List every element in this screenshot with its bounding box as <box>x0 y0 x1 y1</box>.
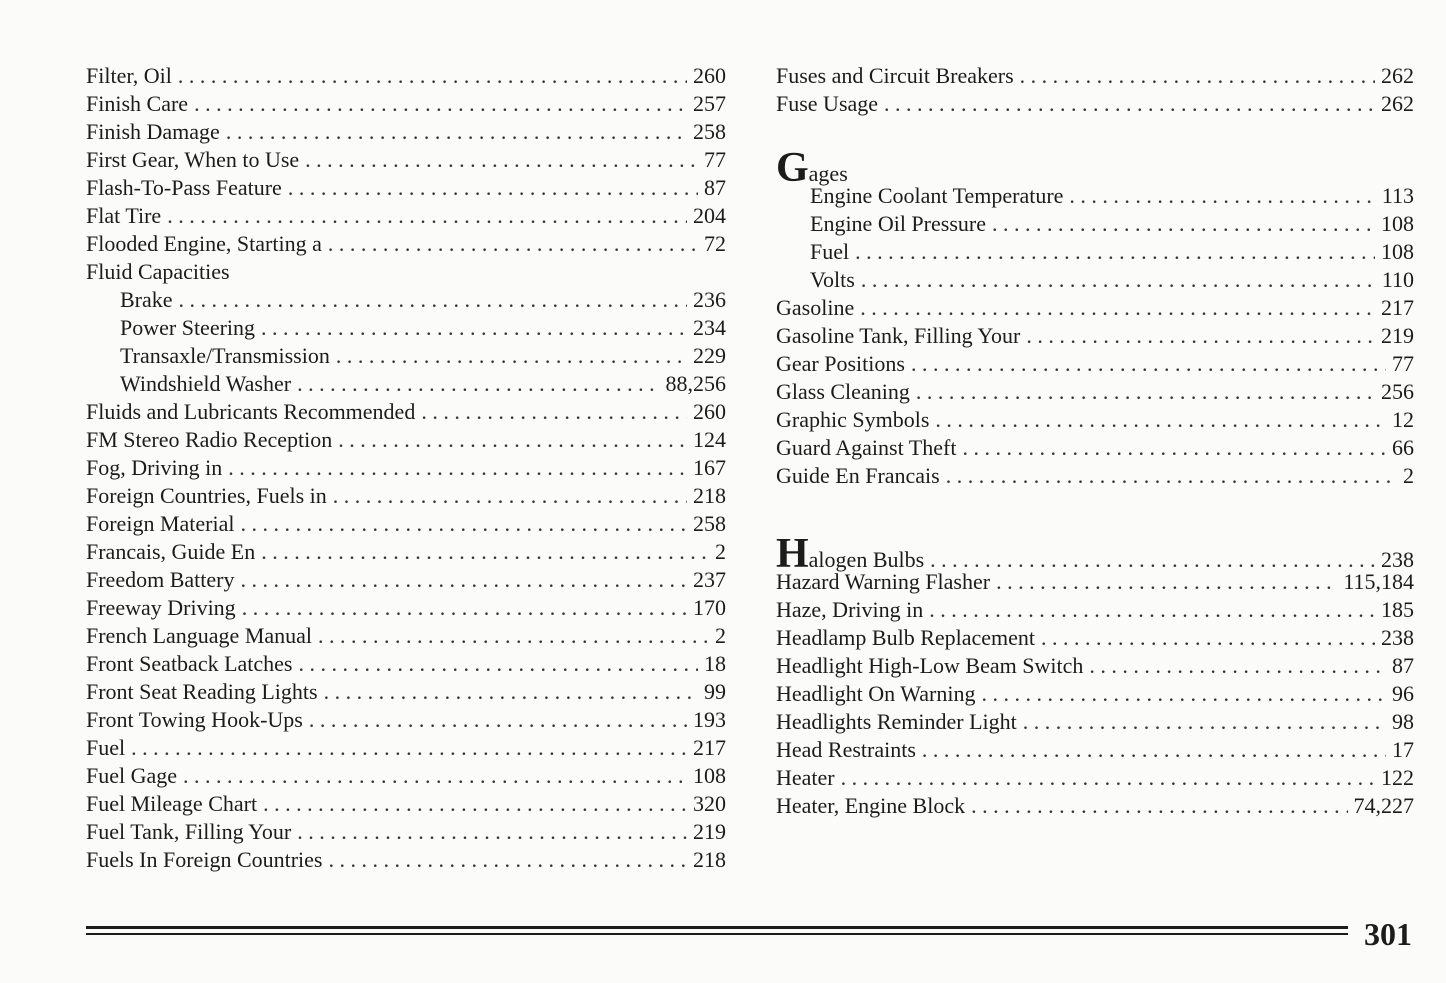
index-subentry <box>776 210 1414 238</box>
index-page-ref: 219 <box>693 819 726 844</box>
index-term: Fuels In Foreign Countries <box>86 847 323 872</box>
dot-leader <box>297 370 659 398</box>
index-term: Fuel Gage <box>86 763 178 788</box>
dot-leader <box>261 314 687 342</box>
index-page-ref: 217 <box>1381 295 1414 320</box>
index-term: Headlights Reminder Light <box>776 709 1017 734</box>
index-entry <box>86 734 726 762</box>
index-page-ref: 2 <box>715 539 726 564</box>
index-page-ref: 115,184 <box>1343 569 1414 594</box>
index-page-ref: 217 <box>693 735 726 760</box>
index-term: Windshield Washer <box>120 371 292 396</box>
dot-leader <box>992 210 1375 238</box>
dot-leader <box>178 62 687 90</box>
index-page-ref: 96 <box>1392 681 1414 706</box>
dot-leader <box>328 230 698 258</box>
dot-leader <box>929 596 1375 624</box>
index-page-ref: 219 <box>1381 323 1414 348</box>
index-subentry <box>86 286 726 314</box>
dot-leader <box>922 736 1386 764</box>
index-term: Fuel Mileage Chart <box>86 791 258 816</box>
index-right-column <box>776 62 1414 820</box>
index-term: Flash-To-Pass Feature <box>86 175 282 200</box>
index-entry <box>86 482 726 510</box>
index-term: Fuel <box>86 735 126 760</box>
dot-leader <box>421 398 687 426</box>
index-term: Guide En Francais <box>776 463 940 488</box>
dot-leader <box>288 174 698 202</box>
index-subentry <box>776 182 1414 210</box>
index-page-ref: 185 <box>1381 597 1414 622</box>
index-term: Flat Tire <box>86 203 162 228</box>
section-g <box>776 145 1414 490</box>
section-h-heading-page: 238 <box>1381 547 1414 572</box>
dot-leader <box>1089 652 1386 680</box>
index-term: Foreign Material <box>86 511 235 536</box>
index-page-ref: 256 <box>1381 379 1414 404</box>
dot-leader <box>318 622 709 650</box>
index-entry <box>86 818 726 846</box>
index-entry <box>86 258 726 286</box>
index-entry <box>776 596 1414 624</box>
index-entry <box>776 680 1414 708</box>
index-page-ref: 72 <box>704 231 726 256</box>
index-term: Fuse Usage <box>776 91 879 116</box>
index-entry <box>86 202 726 230</box>
index-term: Headlight High-Low Beam Switch <box>776 653 1084 678</box>
index-page-ref: 2 <box>1403 463 1414 488</box>
index-term: Fluid Capacities <box>86 259 230 284</box>
index-page-ref: 167 <box>693 455 726 480</box>
dot-leader <box>1020 62 1375 90</box>
index-page-ref: 204 <box>693 203 726 228</box>
index-term: Fuel <box>810 239 850 264</box>
index-entry <box>776 708 1414 736</box>
index-entry <box>776 350 1414 378</box>
index-entry <box>86 594 726 622</box>
index-page-ref: 257 <box>693 91 726 116</box>
index-page-ref: 88,256 <box>665 371 726 396</box>
index-term: Transaxle/Transmission <box>120 343 330 368</box>
dot-leader <box>996 568 1337 596</box>
index-term: Fog, Driving in <box>86 455 223 480</box>
index-term: Brake <box>120 287 173 312</box>
index-term: Haze, Driving in <box>776 597 924 622</box>
dot-leader <box>242 594 687 622</box>
index-page-ref: 122 <box>1381 765 1414 790</box>
dot-leader <box>305 146 698 174</box>
index-term: Front Towing Hook-Ups <box>86 707 303 732</box>
index-entry <box>86 622 726 650</box>
index-page-ref: 238 <box>1381 625 1414 650</box>
index-term: Foreign Countries, Fuels in <box>86 483 327 508</box>
footer-rule-thin <box>86 933 1348 935</box>
dot-leader <box>336 342 687 370</box>
index-term: Flooded Engine, Starting a <box>86 231 322 256</box>
index-page-ref: 229 <box>693 343 726 368</box>
dot-leader <box>946 462 1397 490</box>
index-page-ref: 237 <box>693 567 726 592</box>
index-entry <box>86 146 726 174</box>
dot-leader <box>194 90 687 118</box>
index-entry <box>776 736 1414 764</box>
dot-leader <box>1041 624 1375 652</box>
index-term: Gear Positions <box>776 351 905 376</box>
dot-leader <box>1069 182 1375 210</box>
index-page-ref: 218 <box>693 847 726 872</box>
index-subentry <box>86 370 726 398</box>
index-entry <box>86 454 726 482</box>
index-entry <box>86 90 726 118</box>
index-entry <box>776 294 1414 322</box>
index-entry <box>86 230 726 258</box>
index-page-ref: 87 <box>704 175 726 200</box>
index-entry <box>776 792 1414 820</box>
index-page-ref: 108 <box>1381 239 1414 264</box>
dot-leader <box>183 762 687 790</box>
index-subentry <box>86 314 726 342</box>
index-term: Glass Cleaning <box>776 379 910 404</box>
section-h-initial: H <box>776 531 809 577</box>
index-term: Volts <box>810 267 855 292</box>
section-g-initial: G <box>776 145 809 191</box>
dot-leader <box>971 792 1347 820</box>
dot-leader <box>261 538 709 566</box>
index-entry <box>776 764 1414 792</box>
index-entry <box>86 62 726 90</box>
index-entry <box>776 62 1414 90</box>
index-page-ref: 77 <box>1392 351 1414 376</box>
index-page-ref: 234 <box>693 315 726 340</box>
section-spacer <box>776 490 1414 540</box>
section-h <box>776 531 1414 820</box>
dot-leader <box>309 706 687 734</box>
dot-leader <box>861 266 1376 294</box>
dot-leader <box>338 426 687 454</box>
index-term: Headlight On Warning <box>776 681 976 706</box>
index-page-ref: 108 <box>693 763 726 788</box>
index-term: Freeway Driving <box>86 595 236 620</box>
index-entry <box>86 510 726 538</box>
dot-leader <box>131 734 687 762</box>
index-page-ref: 17 <box>1392 737 1414 762</box>
index-page-ref: 193 <box>693 707 726 732</box>
index-term: Heater, Engine Block <box>776 793 966 818</box>
index-entry <box>86 174 726 202</box>
index-page-ref: 218 <box>693 483 726 508</box>
index-term: Power Steering <box>120 315 256 340</box>
dot-leader <box>299 650 699 678</box>
index-term: Francais, Guide En <box>86 539 256 564</box>
index-term: Hazard Warning Flasher <box>776 569 991 594</box>
index-term: First Gear, When to Use <box>86 147 300 172</box>
index-entry <box>776 378 1414 406</box>
index-term: Gasoline <box>776 295 855 320</box>
dot-leader <box>911 350 1386 378</box>
dot-leader <box>167 202 687 230</box>
index-entry <box>86 762 726 790</box>
index-term: Engine Coolant Temperature <box>810 183 1064 208</box>
index-page-ref: 99 <box>704 679 726 704</box>
dot-leader <box>179 286 687 314</box>
index-term: Engine Oil Pressure <box>810 211 986 236</box>
section-h-heading-text: alogen Bulbs <box>808 547 925 572</box>
dot-leader <box>297 818 687 846</box>
index-term: Fuses and Circuit Breakers <box>776 63 1014 88</box>
index-page-ref: 77 <box>704 147 726 172</box>
index-entry <box>86 650 726 678</box>
index-entry <box>776 322 1414 350</box>
dot-leader <box>860 294 1375 322</box>
index-entry <box>86 678 726 706</box>
index-page-ref: 74,227 <box>1353 793 1414 818</box>
dot-leader <box>226 118 687 146</box>
index-entry <box>776 406 1414 434</box>
dot-leader <box>1026 322 1375 350</box>
index-entry <box>86 790 726 818</box>
index-term: Head Restraints <box>776 737 916 762</box>
dot-leader <box>228 454 687 482</box>
index-entry <box>86 846 726 874</box>
index-entry <box>86 566 726 594</box>
index-entry <box>86 706 726 734</box>
index-entry <box>776 624 1414 652</box>
index-entry <box>776 434 1414 462</box>
index-term: Front Seat Reading Lights <box>86 679 318 704</box>
index-entry <box>776 90 1414 118</box>
dot-leader <box>263 790 687 818</box>
index-page-ref: 258 <box>693 511 726 536</box>
index-page-ref: 320 <box>693 791 726 816</box>
index-entry <box>86 538 726 566</box>
index-term: Fuel Tank, Filling Your <box>86 819 292 844</box>
index-page-ref: 113 <box>1381 183 1414 208</box>
dot-leader <box>324 678 698 706</box>
footer-rule <box>86 926 1348 938</box>
index-page-ref: 110 <box>1381 267 1414 292</box>
section-spacer <box>776 118 1414 154</box>
index-page-ref: 258 <box>693 119 726 144</box>
dot-leader <box>935 406 1386 434</box>
index-term: French Language Manual <box>86 623 313 648</box>
index-page-ref: 2 <box>715 623 726 648</box>
index-term: Gasoline Tank, Filling Your <box>776 323 1021 348</box>
dot-leader <box>916 378 1375 406</box>
index-page-ref: 260 <box>693 399 726 424</box>
index-term: Fluids and Lubricants Recommended <box>86 399 416 424</box>
index-page-ref: 87 <box>1392 653 1414 678</box>
index-page-ref: 262 <box>1381 63 1414 88</box>
index-term: Freedom Battery <box>86 567 235 592</box>
index-term: FM Stereo Radio Reception <box>86 427 333 452</box>
index-term: Finish Damage <box>86 119 220 144</box>
index-subentry <box>776 266 1414 294</box>
index-page-ref: 170 <box>693 595 726 620</box>
dot-leader <box>333 482 687 510</box>
dot-leader <box>1023 708 1386 736</box>
dot-leader <box>841 764 1375 792</box>
footer-rule-thick <box>86 926 1348 929</box>
index-subentry <box>86 342 726 370</box>
index-term: Finish Care <box>86 91 189 116</box>
section-g-heading <box>776 145 1414 191</box>
index-page-ref: 108 <box>1381 211 1414 236</box>
f-entries-continued <box>776 62 1414 118</box>
index-term: Graphic Symbols <box>776 407 930 432</box>
index-term: Guard Against Theft <box>776 435 957 460</box>
dot-leader <box>240 510 687 538</box>
dot-leader <box>981 680 1386 708</box>
section-h-heading <box>776 531 1414 577</box>
dot-leader <box>240 566 687 594</box>
index-page-ref: 18 <box>704 651 726 676</box>
index-entry <box>776 652 1414 680</box>
index-page-ref: 236 <box>693 287 726 312</box>
index-term: Front Seatback Latches <box>86 651 293 676</box>
index-page-ref: 98 <box>1392 709 1414 734</box>
section-g-heading-text: ages <box>808 161 848 186</box>
index-term: Headlamp Bulb Replacement <box>776 625 1036 650</box>
index-term: Filter, Oil <box>86 63 172 88</box>
index-entry <box>86 118 726 146</box>
index-left-column <box>86 62 726 874</box>
index-page-ref: 66 <box>1392 435 1414 460</box>
dot-leader <box>962 434 1386 462</box>
dot-leader <box>855 238 1375 266</box>
index-page-ref: 260 <box>693 63 726 88</box>
index-entry <box>776 568 1414 596</box>
dot-leader <box>329 846 688 874</box>
index-page-ref: 124 <box>693 427 726 452</box>
index-term: Heater <box>776 765 835 790</box>
dot-leader <box>884 90 1375 118</box>
page-number: 301 <box>1364 916 1412 952</box>
index-page-ref: 262 <box>1381 91 1414 116</box>
index-page-ref: 12 <box>1392 407 1414 432</box>
index-entry <box>86 398 726 426</box>
index-subentry <box>776 238 1414 266</box>
index-entry <box>776 462 1414 490</box>
index-entry <box>86 426 726 454</box>
